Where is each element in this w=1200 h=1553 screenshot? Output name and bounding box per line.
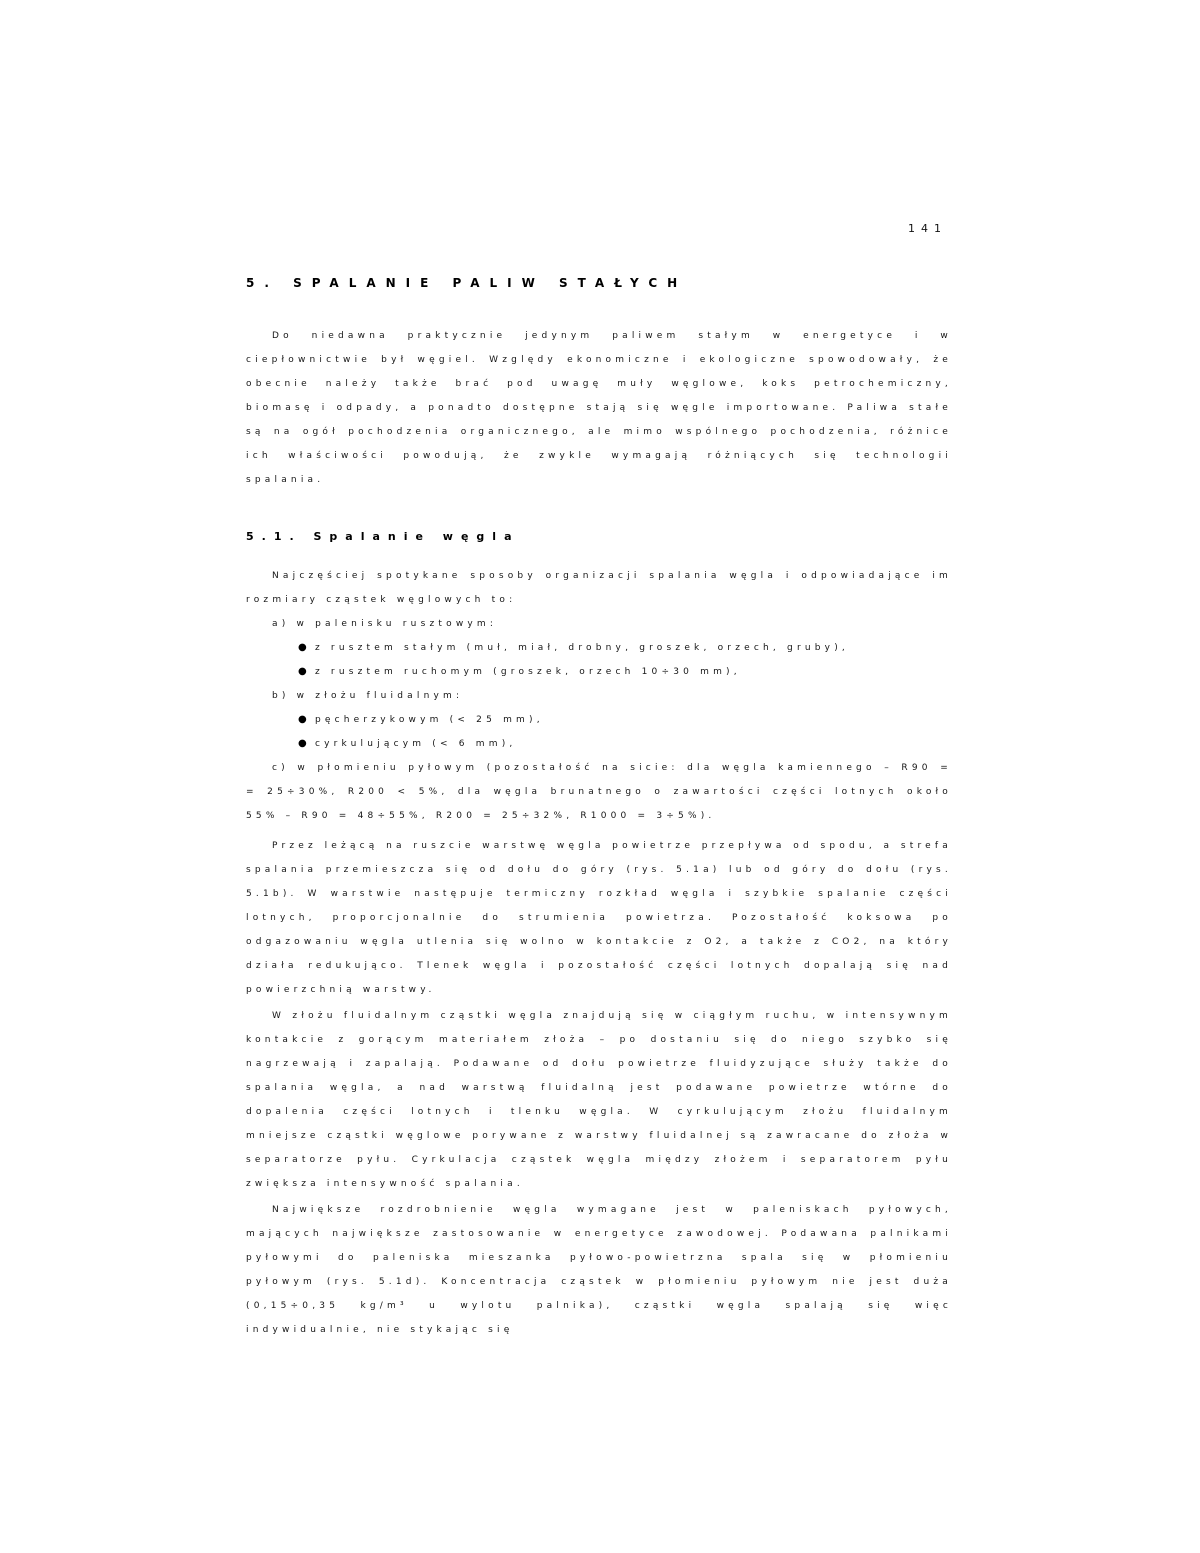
bullet-icon: ● [298, 666, 311, 677]
chapter-title: 5. SPALANIE PALIW STAŁYCH [246, 276, 688, 290]
list-subitem: ● pęcherzykowym (< 25 mm), [298, 714, 544, 725]
list-item-c: c) w płomieniu pyłowym (pozostałość na sicie: dla węgla kamiennego – R90 = = 25÷30%, R200 < 5%, dla węgla brunatnego o zawartości części lotnych około 55% – R90 = 48÷55%, R200 = 25÷32%, R1000 = 3÷5%). [246, 763, 952, 821]
body-paragraph: W złożu fluidalnym cząstki węgla znajdują się w ciągłym ruchu, w intensywnym kontakcie z gorącym materiałem złoża – po dostaniu się do niego szybko się nagrzewają i zapalają. Podawane od dołu powietrze fluidyzujące służy także do spalania węgla, a nad warstwą fluidalną jest podawane powietrze wtórne do dopalenia części lotnych i tlenku węgla. W cyrkulującym złożu fluidalnym mniejsze cząstki węglowe porywane z warstwy fluidalnej są zawracane do złoża w separatorze pyłu. Cyrkulacja cząstek węgla między złożem i separatorem pyłu zwiększa intensywność spalania. [246, 1011, 952, 1189]
section-title: 5.1. Spalanie węgla [246, 530, 520, 543]
list-subitem: ● z rusztem stałym (muł, miał, drobny, groszek, orzech, gruby), [298, 642, 849, 653]
list-subitem: ● z rusztem ruchomym (groszek, orzech 10÷30 mm), [298, 666, 741, 677]
bullet-icon: ● [298, 738, 311, 749]
list-item-b: b) w złożu fluidalnym: [272, 691, 464, 701]
page-content [246, 270, 952, 1342]
list-item-a: a) w palenisku rusztowym: [272, 619, 498, 629]
section-lead: Najczęściej spotykane sposoby organizacji spalania węgla i odpowiadające im rozmiary cząstek węglowych to: [246, 571, 952, 605]
bullet-icon: ● [298, 642, 311, 653]
body-paragraph: Największe rozdrobnienie węgla wymagane jest w paleniskach pyłowych, mających największe zastosowanie w energetyce zawodowej. Podawana palnikami pyłowymi do paleniska mieszanka pyłowo-powietrzna spala się w płomieniu pyłowym (rys. 5.1d). Koncentracja cząstek w płomieniu pyłowym nie jest duża (0,15÷0,35 kg/m³ u wylotu palnika), cząstki węgla spalają się więc indywidualnie, nie stykając się [246, 1205, 952, 1335]
bullet-icon: ● [298, 714, 311, 725]
body-paragraph: Przez leżącą na ruszcie warstwę węgla powietrze przepływa od spodu, a strefa spalania przemieszcza się od dołu do góry (rys. 5.1a) lub od góry do dołu (rys. 5.1b). W warstwie następuje termiczny rozkład węgla i szybkie spalanie części lotnych, proporcjonalnie do strumienia powietrza. Pozostałość koksowa po odgazowaniu węgla utlenia się wolno w kontakcie z O2, a także z CO2, na który działa redukująco. Tlenek węgla i pozostałość części lotnych dopalają się nad powierzchnią warstwy. [246, 841, 952, 995]
list-subitem: ● cyrkulującym (< 6 mm), [298, 738, 517, 749]
page-number: 141 [908, 222, 947, 235]
chapter-intro: Do niedawna praktycznie jedynym paliwem stałym w energetyce i w ciepłownictwie był węgiel. Względy ekonomiczne i ekologiczne spowodowały, że obecnie należy także brać pod uwagę muły węglowe, koks petrochemiczny, biomasę i odpady, a ponadto dostępne stają się węgle importowane. Paliwa stałe są na ogół pochodzenia organicznego, ale mimo wspólnego pochodzenia, różnice ich właściwości powodują, że zwykle wymagają różniących się technologii spalania. [246, 331, 952, 485]
